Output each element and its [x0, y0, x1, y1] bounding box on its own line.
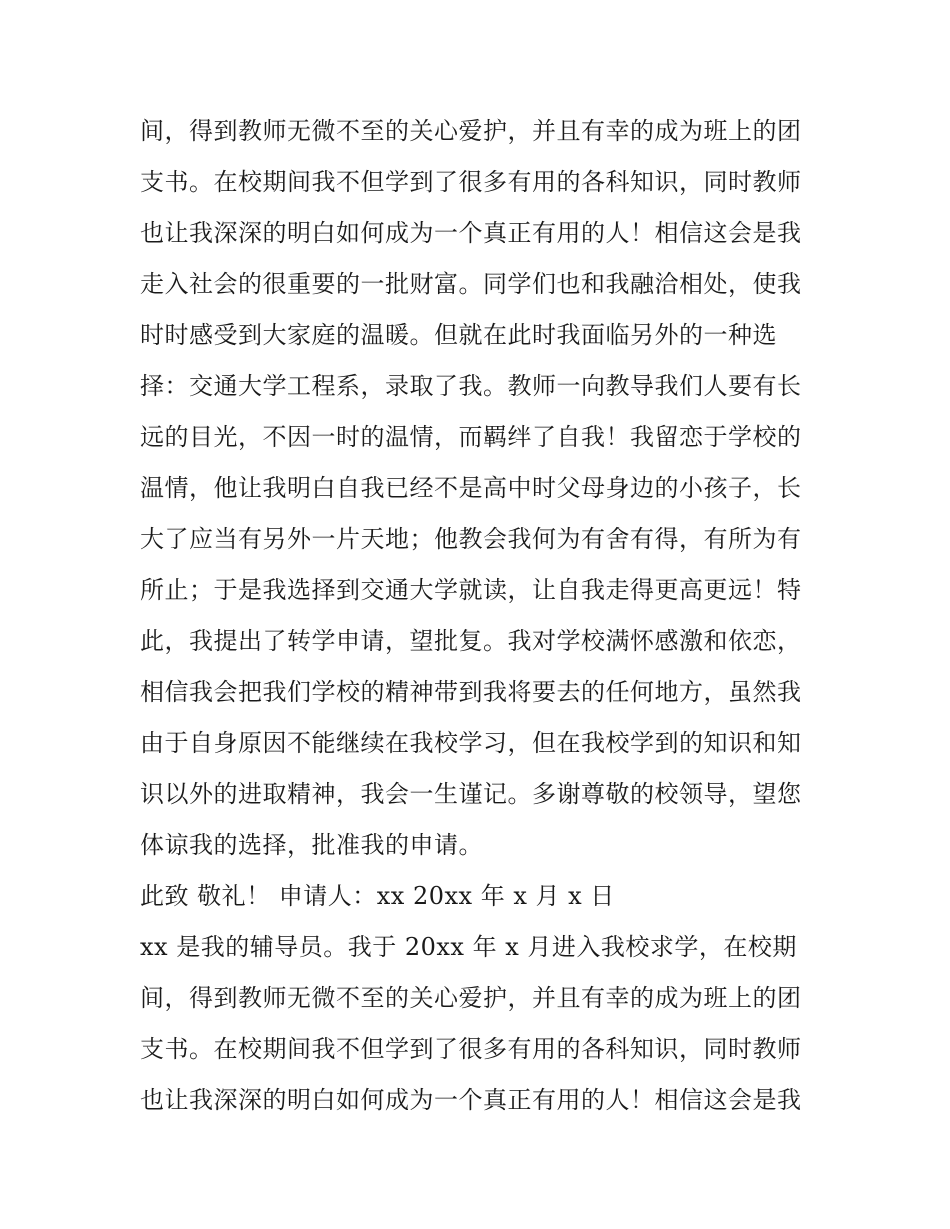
text-line: 间，得到教师无微不至的关心爱护，并且有幸的成为班上的团 — [140, 984, 802, 1012]
text-line: 时时感受到大家庭的温暖。但就在此时我面临另外的一种选 — [140, 321, 777, 349]
text-line: 支书。在校期间我不但学到了很多有用的各科知识，同时教师 — [140, 168, 802, 196]
closing-line: 此致 敬礼！ 申请人：xx 20xx 年 x 月 x 日 — [140, 882, 615, 910]
text-line: 识以外的进取精神，我会一生谨记。多谢尊敬的校领导，望您 — [140, 780, 802, 808]
text-line: 此，我提出了转学申请，望批复。我对学校满怀感激和依恋， — [140, 627, 802, 655]
text-line: 远的目光，不因一时的温情，而羁绊了自我！我留恋于学校的 — [140, 423, 802, 451]
text-line: 也让我深深的明白如何成为一个真正有用的人！相信这会是我 — [140, 1086, 802, 1114]
text-line: 支书。在校期间我不但学到了很多有用的各科知识，同时教师 — [140, 1035, 802, 1063]
text-line: 择：交通大学工程系，录取了我。教师一向教导我们人要有长 — [140, 372, 802, 400]
text-line: 也让我深深的明白如何成为一个真正有用的人！相信这会是我 — [140, 219, 802, 247]
text-line: 相信我会把我们学校的精神带到我将要去的任何地方，虽然我 — [140, 678, 802, 706]
text-line: 温情，他让我明白自我已经不是高中时父母身边的小孩子，长 — [140, 474, 802, 502]
text-line: 走入社会的很重要的一批财富。同学们也和我融洽相处，使我 — [140, 270, 802, 298]
text-line: 所止；于是我选择到交通大学就读，让自我走得更高更远！特 — [140, 576, 802, 604]
text-line: 大了应当有另外一片天地；他教会我何为有舍有得，有所为有 — [140, 525, 802, 553]
text-line: xx 是我的辅导员。我于 20xx 年 x 月进入我校求学，在校期 — [140, 933, 797, 961]
body-text — [140, 106, 830, 1126]
text-line: 间，得到教师无微不至的关心爱护，并且有幸的成为班上的团 — [140, 117, 802, 145]
text-line: 由于自身原因不能继续在我校学习，但在我校学到的知识和知 — [140, 729, 802, 757]
text-line: 体谅我的选择，批准我的申请。 — [140, 831, 483, 859]
